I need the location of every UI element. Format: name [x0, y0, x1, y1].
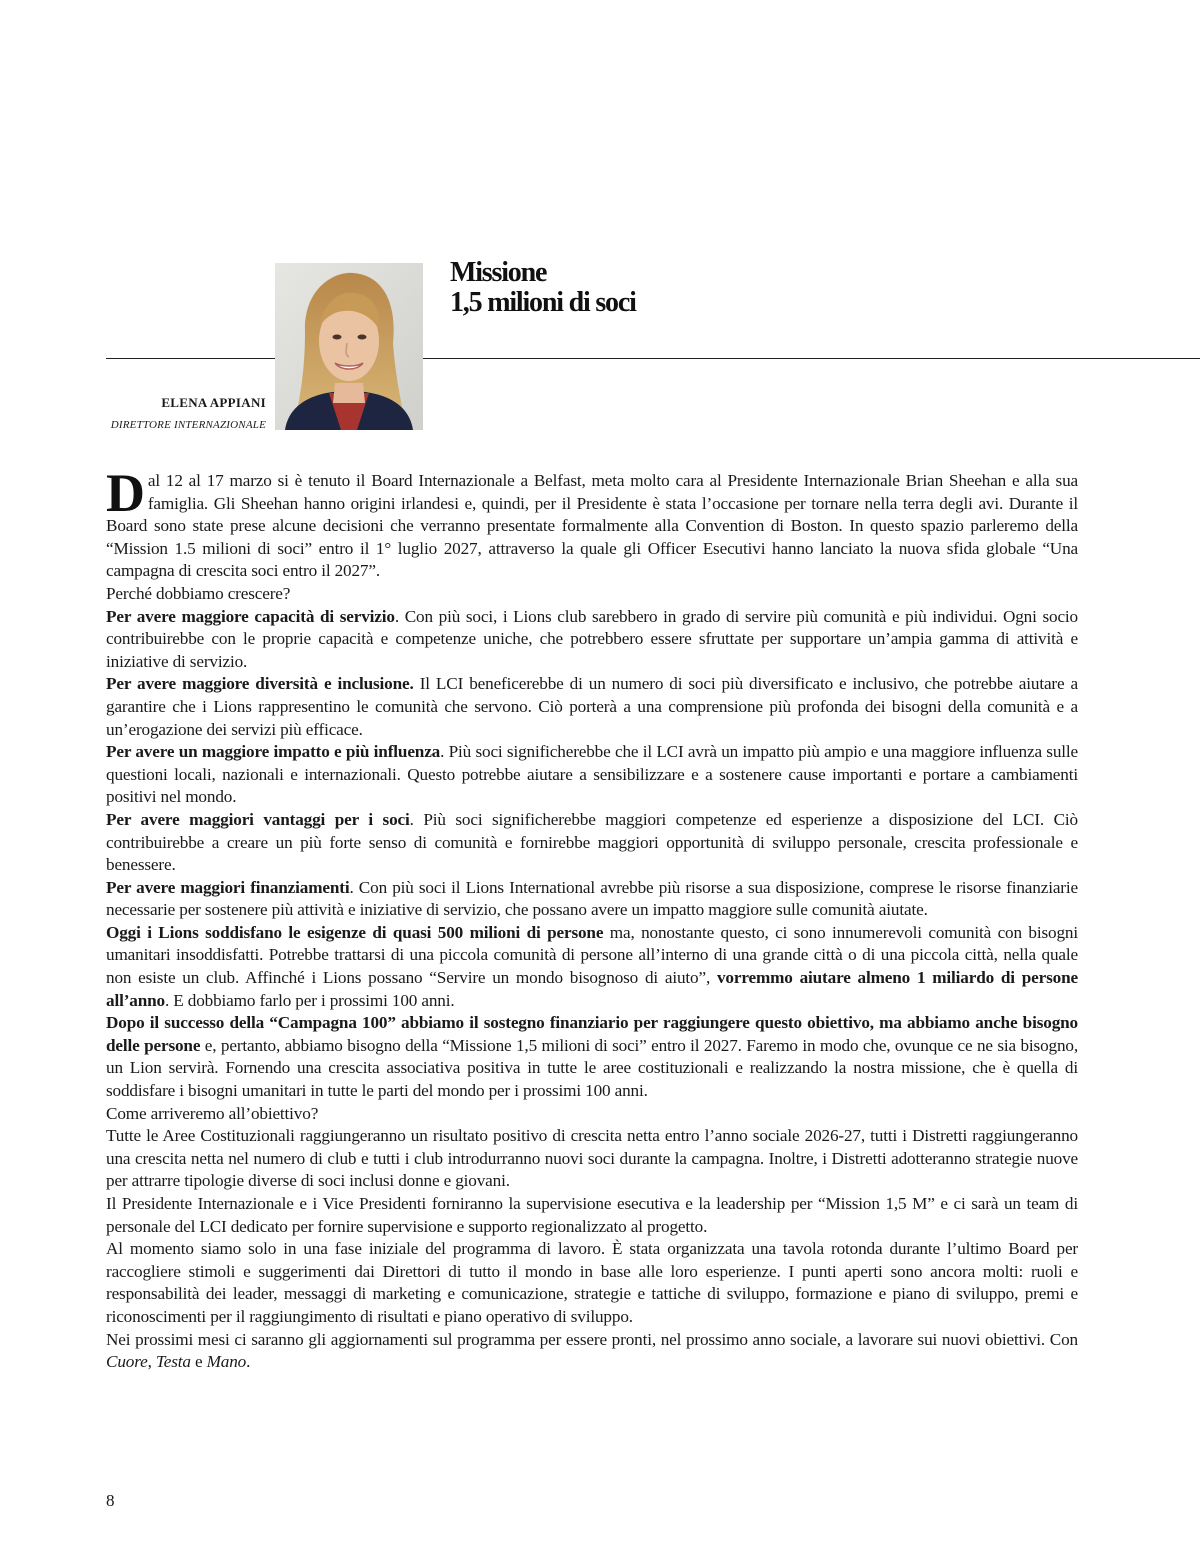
paragraph	[106, 463, 1078, 583]
paragraph: Il Presidente Internazionale e i Vice Presidenti forniranno la supervisione esecutiva e la leadership per “Mission 1,5 M” e ci sarà un team di personale del LCI dedicato per fornire supervisione e supporto regionalizzato al progetto.	[106, 1194, 1078, 1236]
paragraph-lead: Per avere un maggiore impatto e più influenza	[106, 742, 441, 762]
paragraph	[106, 673, 1078, 741]
article-title	[450, 258, 636, 318]
separator: .	[246, 1352, 251, 1372]
paragraph-text: . E dobbiamo farlo per i prossimi 100 anni.	[164, 990, 455, 1010]
author-name: ELENA APPIANI	[161, 395, 266, 410]
separator: e	[190, 1352, 207, 1372]
paragraph	[106, 1012, 1078, 1102]
paragraph: Perché dobbiamo crescere?	[106, 583, 291, 603]
paragraph-text: e, pertanto, abbiamo bisogno della “Missione 1,5 milioni di soci” entro il 2027. Faremo in modo che, ovunque ce ne sia bisogno, un Lion servirà. Fornendo una crescita associativa positiva in tutte le aree costituzionali e realizzando la nostra missione, che è quella di soddisfare i bisogni umanitari in tutte le parti del mondo per i prossimi 100 anni.	[106, 1035, 1078, 1101]
paragraph-lead: Oggi i Lions soddisfano le esigenze di quasi 500 milioni di persone	[106, 922, 604, 942]
motto-word: Cuore	[106, 1352, 148, 1372]
paragraph	[106, 809, 1078, 877]
paragraph	[106, 1329, 1078, 1374]
page-number: 8	[106, 1491, 115, 1510]
header-divider	[106, 358, 1200, 359]
article-body	[106, 463, 1079, 1374]
paragraph-lead: Per avere maggiore diversità e inclusione.	[106, 674, 414, 694]
paragraph-text: Il LCI beneficerebbe di un numero di soci più diversificato e inclusivo, che potrebbe aiutare a garantire che i Lions rappresentino le comunità che servono. Ciò porterà a una comprensione più profonda dei bisogni della comunità e a un’erogazione dei servizi più efficace.	[106, 674, 1078, 739]
paragraph	[106, 741, 1078, 809]
author-photo	[275, 263, 423, 430]
author-role: DIRETTORE INTERNAZIONALE	[110, 419, 266, 431]
paragraph-lead: Per avere maggiori finanziamenti	[106, 877, 350, 897]
paragraph-text: . Più soci significherebbe che il LCI avrà un impatto più ampio e una maggiore influenza sulle questioni locali, nazionali e internazionali. Questo potrebbe aiutare a sensibilizzare e a sostenere cause importanti e portare a cambiamenti positivi nel mondo.	[106, 742, 1078, 807]
paragraph-text: . Con più soci, i Lions club sarebbero in grado di servire più comunità e più individui. Ogni socio contribuirebbe con le proprie capacità e competenze uniche, che potrebbero essere sfruttate per supportare un’ampia gamma di attività e iniziative di servizio.	[106, 606, 1078, 671]
paragraph: Tutte le Aree Costituzionali raggiungeranno un risultato positivo di crescita netta entro l’anno sociale 2026-27, tutti i Distretti raggiungeranno una crescita netta nel numero di club e tutti i club introdurranno nuovi soci durante la campagna. Inoltre, i Distretti adotteranno strategie nuove per attrarre tipologie diverse di soci inclusi donne e giovani.	[106, 1126, 1078, 1191]
paragraph-text: Nei prossimi mesi ci saranno gli aggiornamenti sul programma per essere pronti, nel prossimo anno sociale, a lavorare sui nuovi obiettivi. Con	[106, 1329, 1078, 1349]
paragraph	[106, 606, 1078, 674]
paragraph-text: . Più soci significherebbe maggiori competenze ed esperienze a disposizione del LCI. Ciò contribuirebbe a creare un più forte senso di comunità e fornirebbe maggiori opportunità di sviluppo personale, crescita professionale e benessere.	[106, 809, 1079, 875]
paragraph-lead: Per avere maggiori vantaggi per i soci	[106, 809, 410, 829]
author-portrait-image	[275, 263, 423, 430]
paragraph-lead: Dopo il successo della “Campagna 100” abbiamo il sostegno finanziario per raggiungere questo obiettivo, ma abbiamo anche bisogno delle persone	[106, 1013, 1078, 1055]
paragraph-lead: Per avere maggiore capacità di servizio	[106, 606, 395, 626]
paragraph	[106, 877, 1078, 922]
paragraph: Come arriveremo all’obiettivo?	[106, 1103, 319, 1123]
motto-word: Mano	[206, 1352, 247, 1372]
separator: ,	[147, 1352, 156, 1372]
paragraph-text: . Con più soci il Lions International avrebbe più risorse a sua disposizione, comprese le risorse finanziarie necessarie per sostenere più attività e iniziative di servizio, che possano avere un impatto maggiore sulle comunità aiutate.	[106, 877, 1078, 920]
dropcap: D	[106, 463, 145, 523]
paragraph-emphasis: vorremmo aiutare almeno 1 miliardo di persone all’anno	[106, 968, 1079, 1010]
paragraph	[106, 922, 1078, 1012]
paragraph-text: al 12 al 17 marzo si è tenuto il Board Internazionale a Belfast, meta molto cara al Presidente Internazionale Brian Sheehan e alla sua famiglia. Gli Sheehan hanno origini irlandesi e, quindi, per il Presidente è stata l’occasione per tornare nella terra degli avi. Durante il Board sono state prese alcune decisioni che verranno presentate formalmente alla Convention di Boston. In questo spazio parleremo della “Mission 1.5 milioni di soci” entro il 1° luglio 2027, attraverso la quale gli Officer Esecutivi hanno lanciato la nuova sfida globale “Una campagna di crescita soci entro il 2027”.	[106, 471, 1078, 581]
motto-word: Testa	[155, 1352, 191, 1372]
article-title-line1: Missione	[450, 257, 547, 288]
paragraph: Al momento siamo solo in una fase iniziale del programma di lavoro. È stata organizzata una tavola rotonda durante l’ultimo Board per raccogliere stimoli e suggerimenti dai Direttori di tutto il mondo in base alle loro esperienze. I punti aperti sono ancora molti: ruoli e responsabilità dei leader, messaggi di marketing e comunicazione, strategie e tattiche di sviluppo, formazione e piano di sviluppo, premi e riconoscimenti per il raggiungimento di risultati e piano operativo di sviluppo.	[106, 1239, 1078, 1326]
paragraph-text: ma, nonostante questo, ci sono innumerevoli comunità con bisogni umanitari insoddisfatti. Potrebbe trattarsi di una piccola comunità di persone all’interno di una grande città o di una piccola città, nella quale non esiste un club. Affinché i Lions possano “Servire un mondo bisognoso di aiuto”,	[106, 922, 1078, 988]
article-title-line2: 1,5 milioni di soci	[450, 287, 636, 318]
